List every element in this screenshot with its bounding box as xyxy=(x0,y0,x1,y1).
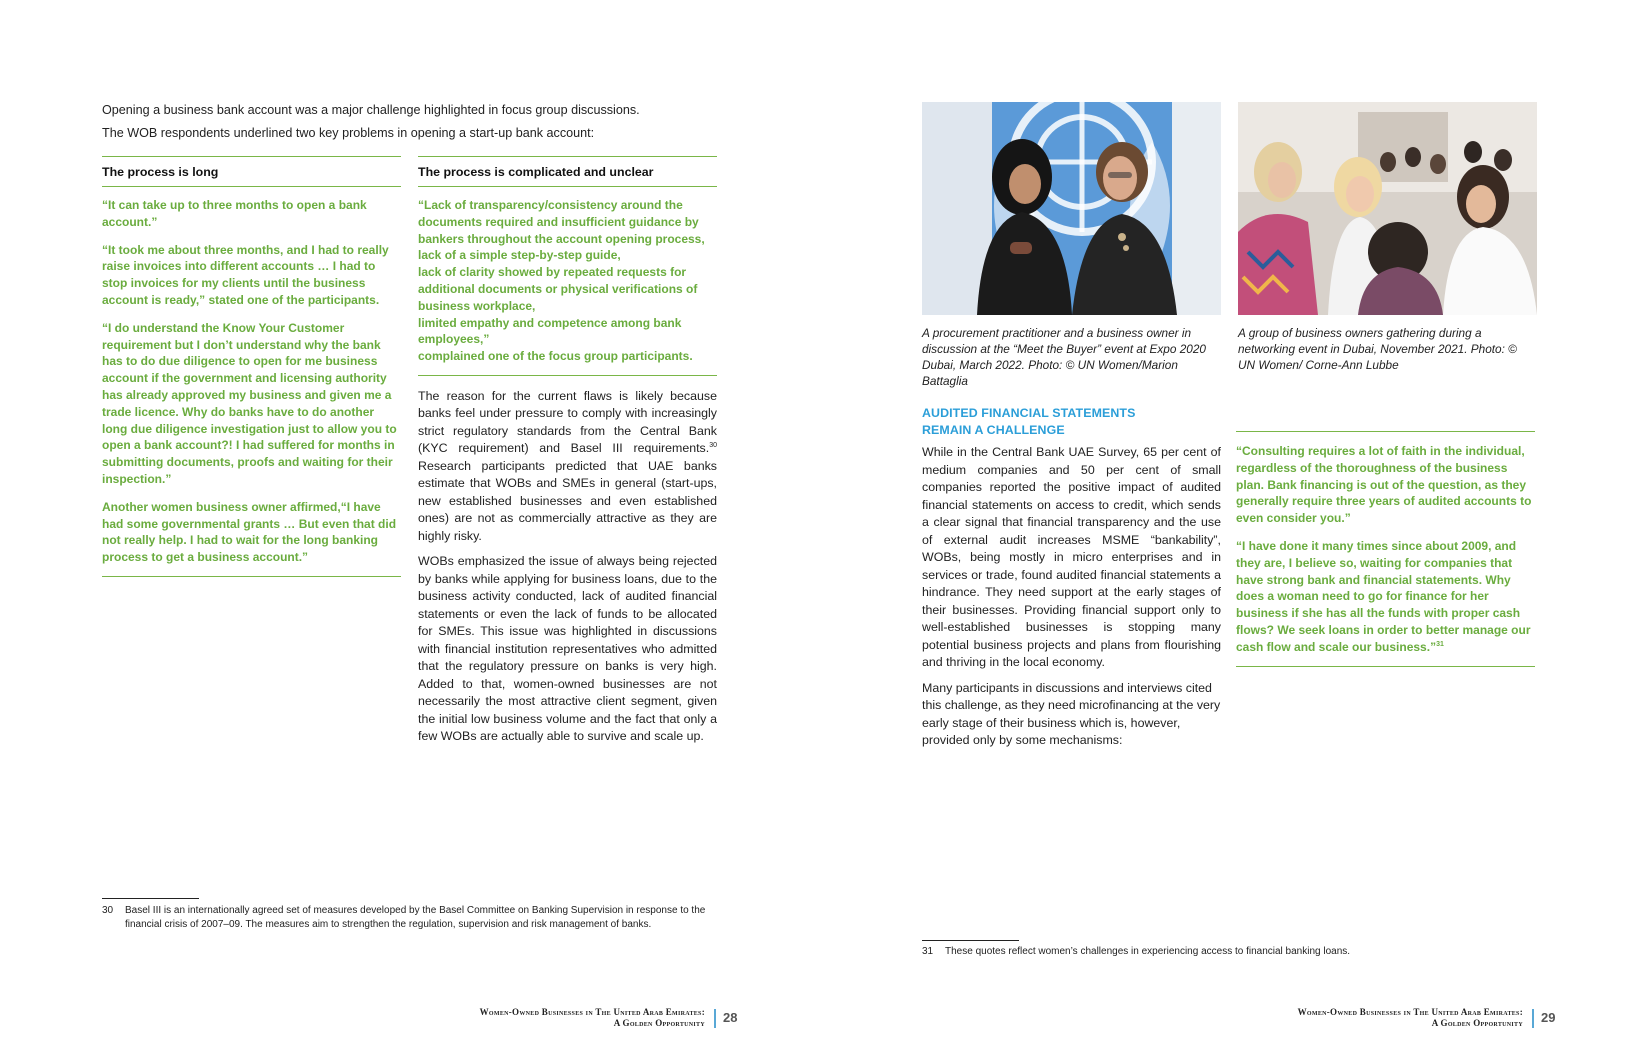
page-29 xyxy=(816,0,1632,1056)
quote-list xyxy=(1236,443,1535,667)
footnote xyxy=(922,945,1542,959)
paragraph: The reason for the current flaws is likely because banks feel under pressure to comply with increasingly strict regulatory standards from the Central Bank (KYC requirement) and Basel III requirements.$^{30}$ Research participants predicted that UAE banks estimate that WOBs and SMEs in general (start-ups, new established businesses and even established ones) are not as commercially attractive as they are highly risky. xyxy=(418,388,717,543)
column-heading: The process is complicated and unclear xyxy=(418,157,717,187)
running-title: Women-Owned Businesses in The United Arab Emirates: xyxy=(1297,1007,1523,1017)
photo-networking-event xyxy=(1238,102,1537,315)
quote-line: complained one of the focus group participants. xyxy=(418,349,693,364)
quote-item: “Consulting requires a lot of faith in the individual, regardless of the thoroughness of the business plan. Bank financing is out of the question, as they generally require three years of audited accounts to even consider you.” xyxy=(1236,444,1532,526)
footnote-divider xyxy=(922,940,1019,941)
quote-item: “I have done it many times since about 2009, and they are, I believe so, waiting for companies that have strong bank and financial statements. Why does a woman need to go for finance for her business if she has all the funds with proper cash flows? We seek loans in order to better manage our cash flow and scale our business.”$^{31}$ xyxy=(1236,538,1531,654)
running-subtitle: A Golden Opportunity xyxy=(1431,1018,1523,1028)
column-process-long xyxy=(102,156,401,577)
running-title: Women-Owned Businesses in The United Arab Emirates: xyxy=(479,1007,705,1017)
column-heading: The process is long xyxy=(102,157,401,187)
running-footer xyxy=(1298,1007,1523,1029)
running-subtitle: A Golden Opportunity xyxy=(613,1018,705,1028)
paragraph: While in the Central Bank UAE Survey, 65 per cent of medium companies and 50 per cent of small companies reported the positive impact of audited financial statements on access to credit, which sends a clear signal that financial transparency and the use of external audit increases MSME “bankability”, WOBs, being mostly in micro enterprises and in services or trade, found audited financial statements a hindrance. They need support at the early stages of their businesses. Providing financial support only to well-established businesses is stopping many potential business projects and plans from flourishing and thriving in the local economy. xyxy=(922,445,1221,669)
quote-line: lack of clarity showed by repeated requests for additional documents or physical verifications of business workplace, xyxy=(418,265,698,313)
quote-line: “Lack of transparency/consistency around the documents required and insufficient guidance by bankers throughout the account opening process, xyxy=(418,198,705,246)
photo-caption: A procurement practitioner and a business owner in discussion at the “Meet the Buyer” event at Expo 2020 Dubai, March 2022. Photo: © UN Women/Marion Battaglia xyxy=(922,326,1206,388)
footnote-text: Basel III is an internationally agreed set of measures developed by the Basel Committee on Banking Supervision in response to the financial crisis of 2007–09. The measures aim to strengthen the regulation, supervision and risk management of banks. xyxy=(125,905,706,930)
quote-item xyxy=(418,197,717,365)
paragraph: Many participants in discussions and interviews cited this challenge, as they need microfinancing at the very early stage of their business which is, however, provided only by some mechanisms: xyxy=(922,680,1221,747)
body-text xyxy=(922,444,1221,750)
footnote-number: 30 xyxy=(102,905,114,916)
column-process-complicated xyxy=(418,156,717,746)
quote-item: “It took me about three months, and I had to really raise invoices into different accounts … I had to stop invoices for my clients until the business account is ready,” stated one of the participants. xyxy=(102,242,389,307)
quote-item: “I do understand the Know Your Customer requirement but I don’t understand why the bank has to do due diligence to open for me business account if the government and licensing authority has already approved my business and given me a trade licence. Why do banks have to do another long due diligence investigation just to allow you to open a bank account?! I had suffered for months in submitting documents, proofs and waiting for their inspection.” xyxy=(102,320,397,486)
footnote-number: 31 xyxy=(922,946,934,957)
page-number: 29 xyxy=(1541,1010,1556,1025)
footnote xyxy=(102,904,722,932)
quote-line: limited empathy and competence among bank employees,” xyxy=(418,315,682,347)
quote-line: lack of a simple step-by-step guide, xyxy=(418,248,621,263)
quote-sidebar xyxy=(1236,431,1535,667)
footnote-divider xyxy=(102,898,199,899)
intro-line-2: The WOB respondents underlined two key problems in opening a start-up bank account: xyxy=(102,126,595,140)
photo-un-women-discussion xyxy=(922,102,1221,315)
footnote-ref[interactable]: 30 xyxy=(709,442,717,450)
intro-text xyxy=(102,99,722,145)
paragraph: WOBs emphasized the issue of always being rejected by banks while applying for business loans, due to the business activity conducted, lack of audited financial statements or even the lack of funds to be allocated for SMEs. This issue was highlighted in discussions with financial institution representatives who admitted that the regulatory pressure on banks is very high. Added to that, women-owned businesses are not necessarily the most attractive client segment, given the initial low business volume and the fact that only a few WOBs are actually able to survive and scale up. xyxy=(418,554,717,744)
running-footer xyxy=(480,1007,705,1029)
intro-line-1: Opening a business bank account was a major challenge highlighted in focus group discussions. xyxy=(102,103,640,117)
quote-item: “It can take up to three months to open a bank account.” xyxy=(102,198,367,229)
footer-divider xyxy=(714,1009,716,1028)
section-heading: AUDITED FINANCIAL STATEMENTS REMAIN A CHALLENGE xyxy=(922,406,1136,437)
photo-caption: A group of business owners gathering during a networking event in Dubai, November 2021. Photo: © UN Women/ Corne-Ann Lubbe xyxy=(1238,326,1517,372)
page-number: 28 xyxy=(723,1010,738,1025)
quote-list xyxy=(102,197,401,577)
footnote-ref[interactable]: 31 xyxy=(1436,640,1444,648)
body-text xyxy=(418,388,717,746)
quote-item: Another women business owner affirmed,“I have had some governmental grants … But even that did not really help. I had to wait for the long banking process to get a business account.” xyxy=(102,499,397,565)
footer-divider xyxy=(1532,1009,1534,1028)
quote-block xyxy=(418,197,717,376)
footnote-text: These quotes reflect women’s challenges in experiencing access to financial banking loans. xyxy=(945,946,1351,957)
